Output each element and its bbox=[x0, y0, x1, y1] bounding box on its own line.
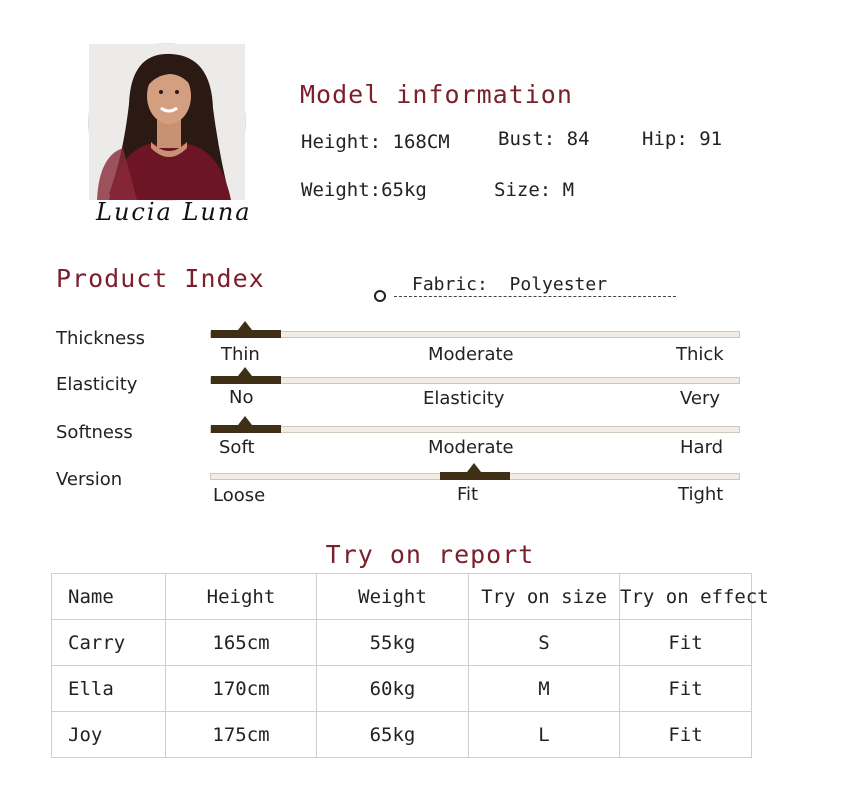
tick-soft: Soft bbox=[219, 437, 255, 458]
index-level-thickness bbox=[211, 330, 281, 338]
model-size: Size: M bbox=[494, 179, 575, 201]
cell-name: Carry bbox=[52, 620, 166, 666]
table-row bbox=[52, 620, 752, 666]
tick-moderate: Moderate bbox=[428, 344, 514, 365]
header-effect: Try on effect bbox=[620, 574, 752, 620]
cell-height: 175cm bbox=[166, 712, 317, 758]
tick-no: No bbox=[229, 387, 254, 408]
tick-thick: Thick bbox=[676, 344, 724, 365]
index-label-elasticity: Elasticity bbox=[56, 374, 138, 395]
header-name: Name bbox=[52, 574, 166, 620]
index-track-softness bbox=[210, 426, 740, 433]
header-height: Height bbox=[166, 574, 317, 620]
fabric-bullet-icon bbox=[374, 290, 386, 302]
table-row bbox=[52, 712, 752, 758]
model-photo bbox=[89, 44, 245, 200]
cell-effect: Fit bbox=[620, 712, 752, 758]
index-label-version: Version bbox=[56, 469, 123, 490]
index-track-thickness bbox=[210, 331, 740, 338]
fabric-label: Fabric: Polyester bbox=[412, 274, 608, 295]
fabric-underline bbox=[394, 296, 676, 297]
cell-weight: 65kg bbox=[317, 712, 469, 758]
tick-hard: Hard bbox=[680, 437, 724, 458]
cell-effect: Fit bbox=[620, 666, 752, 712]
index-level-elasticity bbox=[211, 376, 281, 384]
index-label-softness: Softness bbox=[56, 422, 133, 443]
model-weight: Weight:65kg bbox=[301, 179, 427, 201]
tick-tight: Tight bbox=[678, 484, 724, 505]
cell-size: S bbox=[469, 620, 620, 666]
model-signature: Lucia Luna bbox=[96, 198, 252, 226]
index-level-version bbox=[440, 472, 510, 480]
cell-weight: 60kg bbox=[317, 666, 469, 712]
cell-weight: 55kg bbox=[317, 620, 469, 666]
model-avatar bbox=[88, 43, 246, 201]
index-track-elasticity bbox=[210, 377, 740, 384]
index-track-version bbox=[210, 473, 740, 480]
tick-moderate-2: Moderate bbox=[428, 437, 514, 458]
header-weight: Weight bbox=[317, 574, 469, 620]
tick-thin: Thin bbox=[221, 344, 260, 365]
cell-name: Ella bbox=[52, 666, 166, 712]
cell-size: M bbox=[469, 666, 620, 712]
tick-elasticity: Elasticity bbox=[423, 388, 505, 409]
header-size: Try on size bbox=[469, 574, 620, 620]
tick-very: Very bbox=[680, 388, 721, 409]
cell-effect: Fit bbox=[620, 620, 752, 666]
table-row bbox=[52, 666, 752, 712]
product-index-title: Product Index bbox=[56, 264, 265, 293]
model-info-title: Model information bbox=[300, 80, 573, 109]
index-pointer-thickness-icon bbox=[238, 321, 252, 330]
cell-name: Joy bbox=[52, 712, 166, 758]
index-label-thickness: Thickness bbox=[56, 328, 145, 349]
index-level-softness bbox=[211, 425, 281, 433]
cell-height: 170cm bbox=[166, 666, 317, 712]
model-height: Height: 168CM bbox=[301, 131, 450, 153]
cell-size: L bbox=[469, 712, 620, 758]
table-header-row bbox=[52, 574, 752, 620]
try-on-title: Try on report bbox=[325, 540, 535, 569]
index-pointer-version-icon bbox=[467, 463, 481, 472]
tick-fit: Fit bbox=[457, 484, 479, 505]
model-hip: Hip: 91 bbox=[642, 128, 723, 150]
tick-loose: Loose bbox=[213, 485, 266, 506]
cell-height: 165cm bbox=[166, 620, 317, 666]
index-pointer-elasticity-icon bbox=[238, 367, 252, 376]
try-on-table bbox=[51, 573, 769, 758]
model-bust: Bust: 84 bbox=[498, 128, 590, 150]
index-pointer-softness-icon bbox=[238, 416, 252, 425]
